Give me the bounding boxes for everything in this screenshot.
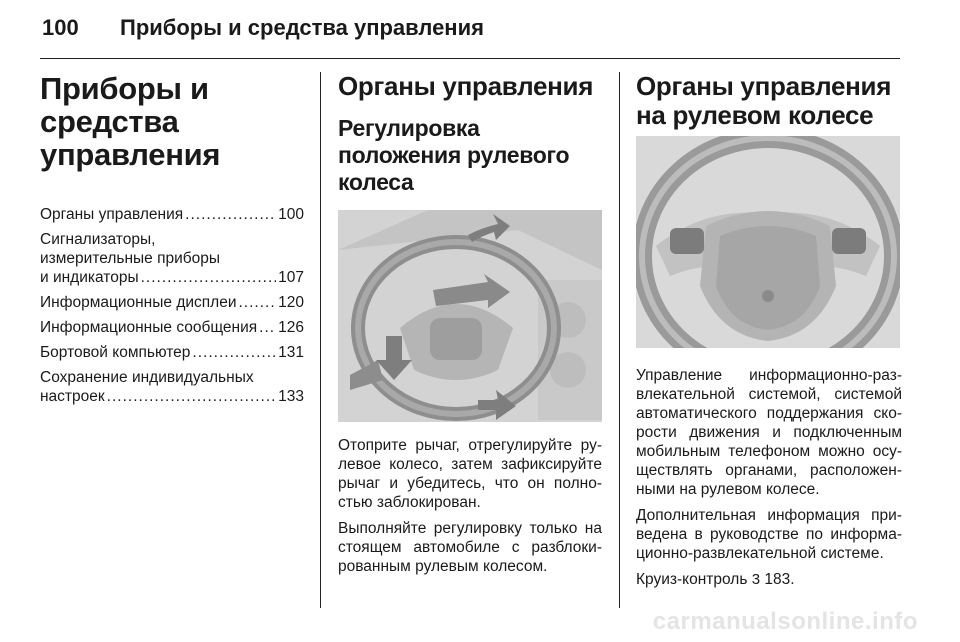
toc-page-number: 100 xyxy=(278,206,304,223)
toc-dot-leader xyxy=(192,343,276,362)
toc-entry-row xyxy=(40,387,304,406)
xref-label: Круиз-контроль xyxy=(636,571,748,588)
toc-entry[interactable] xyxy=(40,368,304,406)
toc-entry-label: настроек xyxy=(40,388,105,405)
toc-dot-leader xyxy=(185,205,276,224)
steering-controls-text xyxy=(636,366,902,563)
watermark: carmanualsonline.info xyxy=(652,608,918,635)
toc-entry-row xyxy=(40,205,304,224)
column-steering-controls xyxy=(636,72,902,596)
chapter-title: Приборы и средства управления xyxy=(40,71,221,172)
toc-entry-row xyxy=(40,343,304,362)
toc-entry[interactable] xyxy=(40,230,304,287)
toc-entry-label: Бортовой компьютер xyxy=(40,344,191,361)
steering-adjustment-illustration xyxy=(338,210,602,422)
body-paragraph: Управление информационно-раз-влекательной системой, системой автоматического поддержания ско-рости движения и подключенным мобильным телефоном можно осу-ществлять органами, расположен-ными на рулевом колесе. xyxy=(636,367,902,498)
column-divider-1 xyxy=(320,72,321,608)
cross-reference-arrow-icon: 3 xyxy=(751,571,761,588)
column-contents xyxy=(40,72,304,412)
toc-page-number: 131 xyxy=(278,344,304,361)
body-paragraph: Отоприте рычаг, отрегулируйте ру-левое колесо, затем зафиксируйте рычаг и убедитесь, что он полно-стью заблокирован. xyxy=(338,437,602,511)
toc-entry-line: измерительные приборы xyxy=(40,250,221,267)
toc-entry-row xyxy=(40,293,304,312)
toc-entry[interactable] xyxy=(40,343,304,362)
toc-entry-row xyxy=(40,268,304,287)
toc-entry[interactable] xyxy=(40,318,304,337)
header-rule xyxy=(40,58,900,59)
column-steering-adjustment xyxy=(338,72,602,583)
toc-page-number: 133 xyxy=(278,388,304,405)
subsection-title: Регулировка положения рулевого колеса xyxy=(338,115,570,195)
running-title: Приборы и средства управления xyxy=(120,15,484,40)
xref-page: 183. xyxy=(764,571,795,588)
toc-entry[interactable] xyxy=(40,293,304,312)
toc-dot-leader xyxy=(141,268,277,287)
body-paragraph: Дополнительная информация при-ведена в руководстве по информа-ционно-развлекательной системе. xyxy=(636,507,902,562)
toc-page-number: 120 xyxy=(278,294,304,311)
toc-entry-label: и индикаторы xyxy=(40,269,139,286)
toc-page-number: 107 xyxy=(278,269,304,286)
toc-entry[interactable] xyxy=(40,205,304,224)
toc-entry-row xyxy=(40,318,304,337)
column-divider-2 xyxy=(619,72,620,608)
toc-entry-line: Сигнализаторы, xyxy=(40,231,156,248)
toc-entry-line: Сохранение индивидуальных xyxy=(40,369,254,386)
toc-entry-label: Информационные дисплеи xyxy=(40,294,237,311)
table-of-contents xyxy=(40,205,304,406)
steering-wheel-controls-illustration xyxy=(636,136,900,348)
toc-entry-label: Информационные сообщения xyxy=(40,319,258,336)
section-title-steering-controls: Органы управления на рулевом колесе xyxy=(636,71,892,130)
cruise-control-reference[interactable] xyxy=(636,570,902,589)
toc-page-number: 126 xyxy=(278,319,304,336)
page-number: 100 xyxy=(42,15,79,40)
steering-adjustment-text xyxy=(338,436,602,576)
section-title: Органы управления xyxy=(338,71,594,101)
toc-dot-leader xyxy=(238,293,276,312)
body-paragraph: Выполняйте регулировку только на стоящем автомобиле с разблоки-рованным рулевым колесом. xyxy=(338,520,602,575)
page-header xyxy=(42,14,484,42)
toc-dot-leader xyxy=(107,387,276,406)
toc-entry-label: Органы управления xyxy=(40,206,184,223)
toc-dot-leader xyxy=(259,318,276,337)
